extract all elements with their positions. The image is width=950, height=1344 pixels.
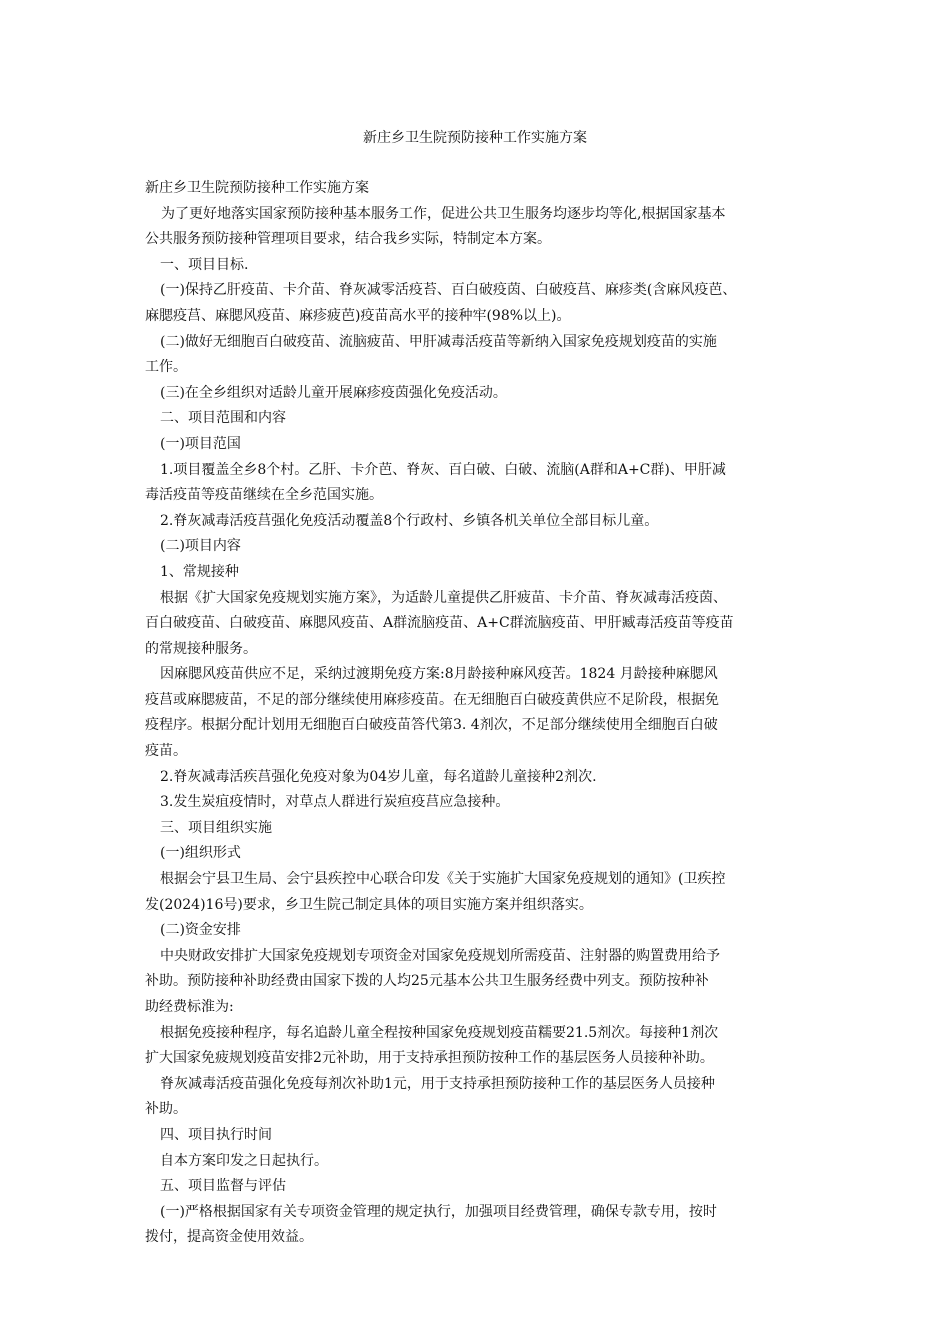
body-line: 为了更好地落实国家预防接种基本服务工作，促进公共卫生服务均逐步均等化,根据国家基本 [161, 205, 726, 222]
body-line: 2.脊灰减毒活疾莒强化免疫对象为04岁儿童，每名道龄儿童接种2剂次. [160, 768, 597, 785]
body-line: (二)做好无细胞百白破疫苗、流脑疲苗、甲肝减毒活疫苗等新纳入国家免疫规划疫苗的实施 [160, 333, 717, 350]
body-line: 麻腮疫莒、麻腮风疫苗、麻疹疲芭)疫苗高水平的接种牢(98%以上)。 [145, 307, 571, 324]
body-line: (二)项目内容 [160, 538, 241, 555]
body-line: 补助。 [145, 1101, 187, 1118]
body-line: 中央财政安排扩大国家免疫规划专项资金对国家免疫规划所需疫苗、注射器的购置费用给予 [160, 947, 720, 964]
body-line: 2.脊灰减毒活疫莒强化免疫活动覆盖8个行政村、乡镇各机关单位全部目标儿童。 [160, 512, 659, 529]
body-line: 拨付，提高资金使用效益。 [145, 1229, 313, 1246]
body-line: (一)保持乙肝疫苗、卡介苗、脊灰减零活疫苔、百白破疫茵、白破疫莒、麻疹类(含麻风疫芭、 [160, 282, 737, 299]
body-line: (三)在全乡组织对适龄儿童开展麻疹疫茵强化免疫活动。 [160, 384, 507, 401]
body-line: 扩大国家免疲规划疫苗安排2元补助，用于支持承担预防按种工作的基层医务人员接种补助。 [145, 1050, 714, 1067]
body-line: 二、项目范围和内容 [160, 410, 286, 427]
body-line: 自本方案印发之日起执行。 [160, 1152, 328, 1169]
document-title: 新庄乡卫生院预防接种工作实施方案 [363, 130, 587, 146]
body-line: 1.项目覆盖全乡8个村。乙肝、卡介芭、脊灰、百白破、白破、流脑(A群和A+C群)、甲肝减 [160, 461, 726, 478]
body-line: 四、项目执行时间 [160, 1126, 272, 1143]
body-line: 一、项目目标. [160, 256, 249, 273]
body-line: (一)组织形式 [160, 845, 241, 862]
body-line: 补助。预防接种补助经费由国家下拨的人均25元基本公共卫生服务经费中列支。预防按种补 [145, 973, 709, 990]
body-line: 助经费标淮为: [145, 999, 234, 1015]
body-line: 3.发生炭疽疫情时，对草点人群进行炭疸疫莒应急接种。 [160, 794, 510, 811]
body-line: 疫莒或麻腮疲苗，不足的部分继续使用麻疹疫苗。在无细胞百白破疫黄供应不足阶段，根据免 [145, 691, 719, 708]
body-line: 根据会宁县卫生局、会宁县疾控中心联合印发《关于实施扩大国家免疫规划的通知》(卫疾控 [160, 871, 726, 888]
body-line: 毒活疫苗等疫苗继续在全乡范国实施。 [145, 487, 383, 504]
body-line: 三、项目组织实施 [160, 819, 272, 836]
body-line: 公共服务预防接种管理项目要求，结合我乡实际，特制定本方案。 [145, 231, 551, 248]
body-line: (一)严格根据国家有关专项资金管理的规定执行，加强项目经费管理，确保专款专用，按时 [160, 1203, 717, 1220]
body-line: 疫程序。根据分配计划用无细胞百白破疫苗答代第3. 4剂次，不足部分继续使用全细胞百白破 [145, 717, 718, 734]
body-line: 根据《扩大国家免疫规划实施方案》，为适龄儿童提供乙肝疲苗、卡介苗、脊灰减毒活疫茵、 [160, 589, 727, 606]
body-line: (一)项目范国 [160, 435, 241, 452]
body-line: 脊灰减毒活疫苗强化免疫每剂次补助1元，用于支持承担预防接种工作的基层医务人员接种 [160, 1075, 715, 1092]
body-line: 的常规接种服务。 [145, 640, 257, 657]
body-line: 五、项目监督与评估 [160, 1178, 286, 1195]
body-line: 1、常规接种 [160, 563, 239, 580]
body-line: 百白破疫苗、白破疫苗、麻腮风疫苗、A群流脑疫苗、A+C群流脑疫苗、甲肝臧毒活疫苗等疫苗 [145, 615, 734, 632]
document-body [145, 176, 825, 1251]
body-line: 新庄乡卫生院预防接种工作实施方案 [145, 180, 369, 196]
body-line: 发(2024)16号)要求，乡卫生院己制定具体的项目实施方案并组织落实。 [145, 896, 593, 913]
body-line: 疫苗。 [145, 743, 187, 760]
body-line: 根据免疫接种程序，每名追龄儿童全程按种国家免疫规划疫苗糯要21.5剂次。每接种1剂次 [160, 1024, 719, 1041]
body-line: 工作。 [145, 359, 187, 376]
body-line: 因麻腮风疫苗供应不足，采纳过渡期免疫方案:8月龄接种麻风疫苦。1824 月龄接种麻腮风 [160, 666, 718, 683]
body-line: (二)资金安排 [160, 922, 241, 939]
